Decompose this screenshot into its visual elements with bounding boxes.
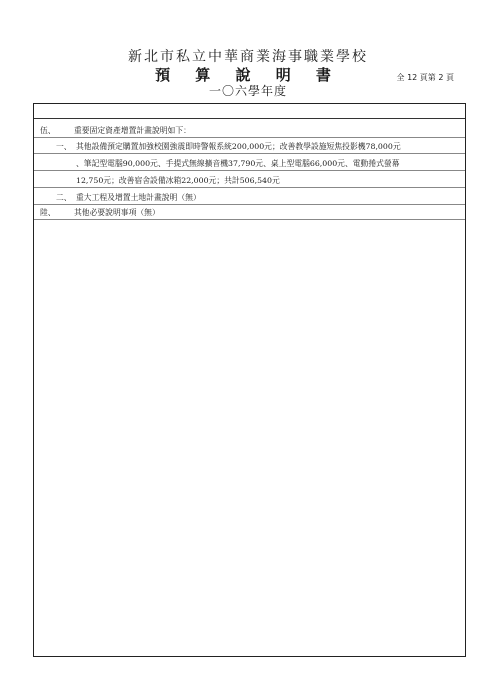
table-row bbox=[34, 124, 465, 138]
row-text: 、筆記型電腦90,000元、手提式無線擴音機37,790元、桌上型電腦66,000元、電動捲式螢幕 bbox=[76, 159, 400, 168]
row-text: 重大工程及增置土地計畫說明（無） bbox=[76, 193, 201, 202]
school-name: 新北市私立中華商業海事職業學校 bbox=[128, 49, 368, 65]
table-row bbox=[34, 206, 465, 220]
table-row bbox=[34, 174, 465, 188]
row-marker: 伍、 bbox=[40, 126, 56, 135]
table-row bbox=[34, 191, 465, 205]
row-text: 重要固定資產增置計畫說明如下： bbox=[74, 126, 191, 135]
row-marker: 二、 bbox=[56, 193, 72, 202]
ruled-line bbox=[34, 170, 465, 171]
table-row bbox=[34, 140, 465, 154]
document-title: 預 算 說 明 書 bbox=[155, 66, 341, 84]
row-text: 其他必要說明事項（無） bbox=[74, 208, 160, 217]
row-marker: 陸、 bbox=[40, 208, 56, 217]
academic-year: 一〇六學年度 bbox=[208, 84, 287, 98]
ruled-line bbox=[34, 204, 465, 205]
row-text: 12,750元；改善宿舍設備冰箱22,000元；共計506,540元 bbox=[76, 176, 280, 185]
row-text: 其他設備預定購置加強校園強震即時警報系統200,000元；改善教學設施短焦投影機78,000元 bbox=[76, 142, 401, 151]
ruled-line bbox=[34, 137, 465, 138]
ruled-line bbox=[34, 153, 465, 154]
row-marker: 一、 bbox=[56, 142, 72, 151]
header-divider bbox=[34, 118, 465, 119]
table-row bbox=[34, 157, 465, 171]
page-count: 全 12 頁第 2 頁 bbox=[396, 73, 454, 82]
ruled-line bbox=[34, 219, 465, 220]
ruled-line bbox=[34, 187, 465, 188]
budget-description-table bbox=[33, 103, 466, 657]
